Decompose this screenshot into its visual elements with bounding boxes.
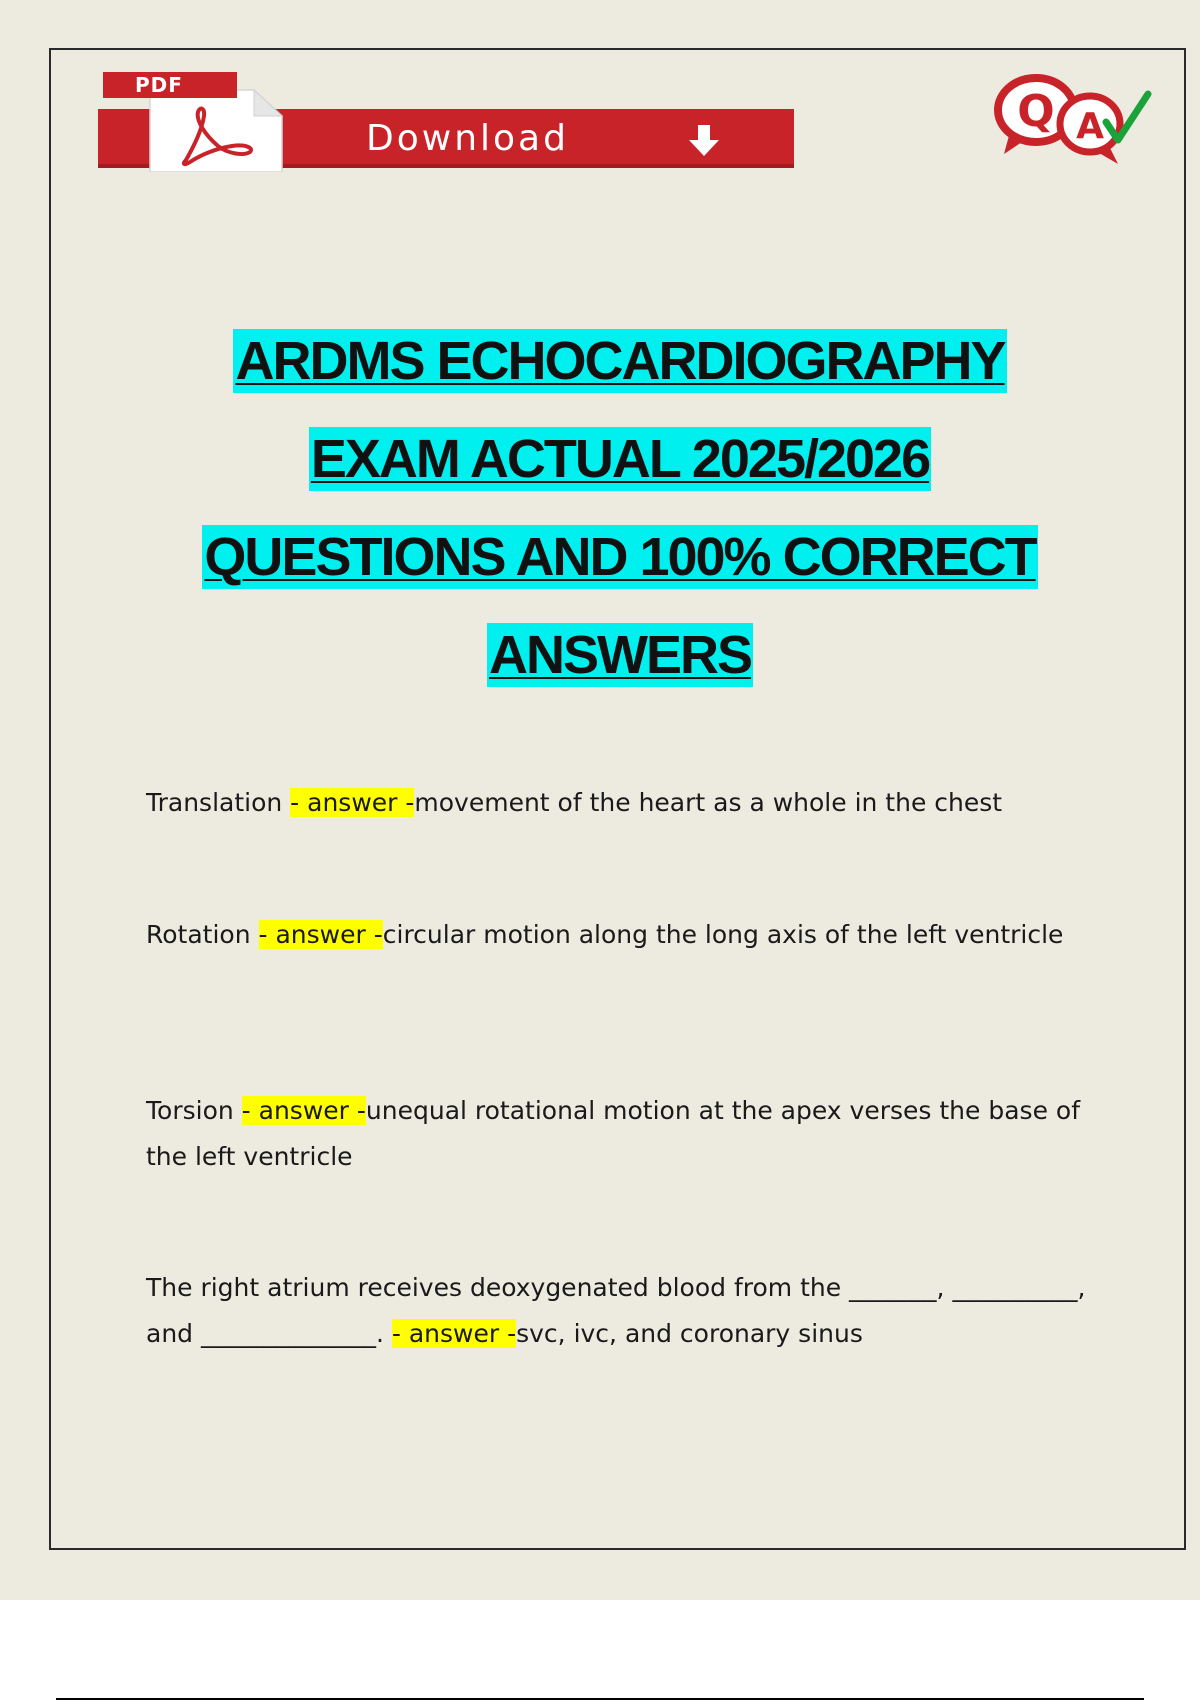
document-title (60, 312, 1180, 704)
qa-item-right-atrium (146, 1265, 1096, 1357)
qa-check-logo-icon (990, 70, 1160, 170)
answer-text: circular motion along the long axis of the left ventricle (382, 920, 1064, 949)
answer-marker: - answer - (391, 1319, 517, 1348)
download-label: Download (366, 118, 569, 159)
pdf-download-banner[interactable] (98, 72, 794, 172)
title-line: QUESTIONS AND 100% CORRECT (204, 527, 1036, 587)
pdf-tag: PDF (103, 72, 237, 98)
answer-text: svc, ivc, and coronary sinus (516, 1319, 863, 1348)
download-arrow-icon (686, 123, 722, 159)
answer-marker: - answer - (258, 920, 383, 949)
question-text: The right atrium receives deoxygenated blood from the _______, __________, and ______________. (146, 1273, 1086, 1348)
answer-marker: - answer - (241, 1096, 366, 1125)
title-line: EXAM ACTUAL 2025/2026 (310, 429, 930, 489)
logo-letter-a: A (1076, 106, 1104, 147)
logo-letter-q: Q (1017, 86, 1055, 137)
question-text: Rotation (146, 920, 251, 949)
qa-item-translation (146, 780, 1096, 826)
qa-item-rotation (146, 912, 1096, 958)
question-text: Translation (146, 788, 283, 817)
question-text: Torsion (146, 1096, 234, 1125)
answer-text: movement of the heart as a whole in the chest (414, 788, 1003, 817)
answer-marker: - answer - (290, 788, 415, 817)
title-line: ARDMS ECHOCARDIOGRAPHY (235, 331, 1005, 391)
qa-item-torsion (146, 1088, 1096, 1180)
answer-text: unequal rotational motion at the apex verses the base of the left ventricle (146, 1096, 1080, 1171)
title-line: ANSWERS (488, 625, 751, 685)
